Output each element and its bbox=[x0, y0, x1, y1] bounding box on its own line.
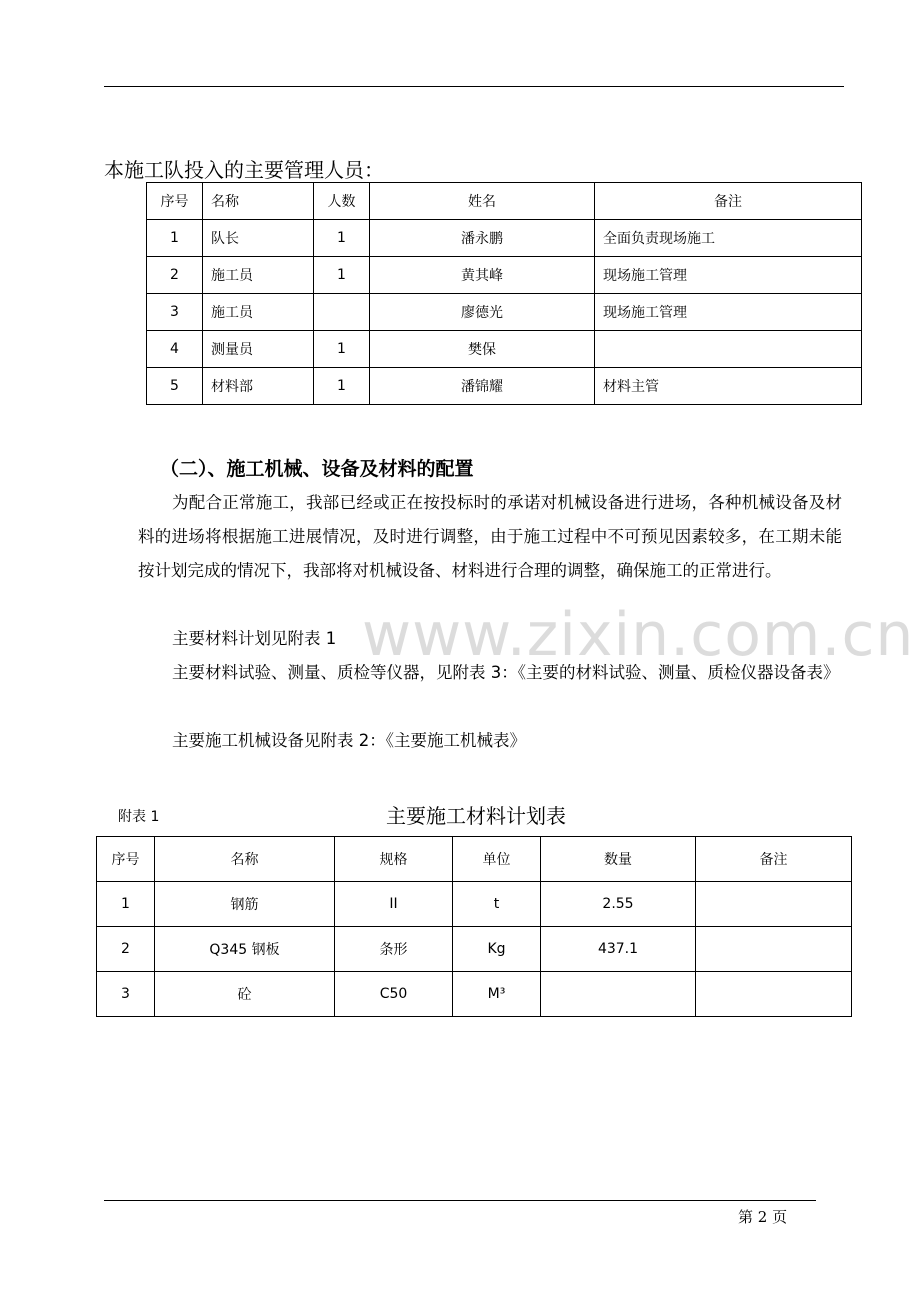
table-cell: 2.55 bbox=[541, 882, 696, 927]
table-cell: 3 bbox=[97, 972, 155, 1017]
table-cell: 施工员 bbox=[203, 257, 314, 294]
table-cell: 现场施工管理 bbox=[595, 294, 862, 331]
machinery-line: 主要施工机械设备见附表 2：《主要施工机械表》 bbox=[172, 731, 526, 750]
table-cell: C50 bbox=[335, 972, 453, 1017]
table-row bbox=[147, 220, 862, 257]
staff-table bbox=[146, 182, 862, 405]
header-cell: 备注 bbox=[696, 837, 852, 882]
table-cell: 材料主管 bbox=[595, 368, 862, 405]
table-cell: 樊保 bbox=[370, 331, 595, 368]
table-cell: 1 bbox=[314, 368, 370, 405]
table-cell: 2 bbox=[97, 927, 155, 972]
section2-heading: （二）、施工机械、设备及材料的配置 bbox=[160, 458, 474, 480]
table-cell: t bbox=[453, 882, 541, 927]
page-number: 第 2 页 bbox=[738, 1208, 788, 1226]
section2-paragraph: 为配合正常施工，我部已经或正在按投标时的承诺对机械设备进行进场，各种机械设备及材料的进场将根据施工进展情况，及时进行调整，由于施工过程中不可预见因素较多，在工期未能按计划完成的情况下，我部将对机械设备、材料进行合理的调整，确保施工的正常进行。 bbox=[138, 493, 842, 580]
table-cell: 1 bbox=[314, 257, 370, 294]
table-row bbox=[147, 294, 862, 331]
table-cell bbox=[696, 972, 852, 1017]
staff-section-title: 本施工队投入的主要管理人员： bbox=[104, 158, 384, 182]
header-rule bbox=[104, 86, 844, 87]
table-cell: 队长 bbox=[203, 220, 314, 257]
header-cell: 数量 bbox=[541, 837, 696, 882]
header-cell: 姓名 bbox=[370, 183, 595, 220]
footer-rule bbox=[104, 1200, 816, 1201]
table-cell bbox=[696, 882, 852, 927]
appendix-label: 附表 1 bbox=[118, 809, 160, 825]
table-row bbox=[147, 331, 862, 368]
table-cell: 测量员 bbox=[203, 331, 314, 368]
table-cell: 条形 bbox=[335, 927, 453, 972]
table-header-row bbox=[147, 183, 862, 220]
table-cell: 1 bbox=[97, 882, 155, 927]
header-cell: 单位 bbox=[453, 837, 541, 882]
material-table bbox=[96, 836, 852, 1017]
table-cell: 钢筋 bbox=[155, 882, 335, 927]
table-cell: 437.1 bbox=[541, 927, 696, 972]
table-row bbox=[97, 927, 852, 972]
table-cell: 1 bbox=[314, 331, 370, 368]
table-row bbox=[97, 972, 852, 1017]
table-cell: 2 bbox=[147, 257, 203, 294]
table-cell: 3 bbox=[147, 294, 203, 331]
watermark: www.zixin.com.cn bbox=[362, 600, 915, 670]
table-cell: 潘永鹏 bbox=[370, 220, 595, 257]
header-cell: 备注 bbox=[595, 183, 862, 220]
table-cell: 全面负责现场施工 bbox=[595, 220, 862, 257]
header-cell: 名称 bbox=[203, 183, 314, 220]
instrument-line: 主要材料试验、测量、质检等仪器，见附表 3：《主要的材料试验、测量、质检仪器设备表》 bbox=[172, 663, 840, 682]
table-row bbox=[147, 368, 862, 405]
table-cell: 黄其峰 bbox=[370, 257, 595, 294]
table-row bbox=[97, 882, 852, 927]
table-cell: 施工员 bbox=[203, 294, 314, 331]
header-cell: 序号 bbox=[97, 837, 155, 882]
table-cell bbox=[314, 294, 370, 331]
table-cell: II bbox=[335, 882, 453, 927]
table-header-row bbox=[97, 837, 852, 882]
table-row bbox=[147, 257, 862, 294]
header-cell: 名称 bbox=[155, 837, 335, 882]
header-cell: 规格 bbox=[335, 837, 453, 882]
material-table-title: 主要施工材料计划表 bbox=[386, 804, 566, 828]
table-cell: 潘锦耀 bbox=[370, 368, 595, 405]
table-cell: 1 bbox=[147, 220, 203, 257]
table-cell bbox=[595, 331, 862, 368]
header-cell: 人数 bbox=[314, 183, 370, 220]
table-cell: 1 bbox=[314, 220, 370, 257]
table-cell: M³ bbox=[453, 972, 541, 1017]
table-cell: 4 bbox=[147, 331, 203, 368]
table-cell: 材料部 bbox=[203, 368, 314, 405]
table-cell: 5 bbox=[147, 368, 203, 405]
table-cell bbox=[541, 972, 696, 1017]
table-cell: 砼 bbox=[155, 972, 335, 1017]
table-cell: Kg bbox=[453, 927, 541, 972]
table-cell: Q345 钢板 bbox=[155, 927, 335, 972]
table-cell: 廖德光 bbox=[370, 294, 595, 331]
material-plan-line: 主要材料计划见附表 1 bbox=[172, 629, 337, 648]
table-cell bbox=[696, 927, 852, 972]
table-cell: 现场施工管理 bbox=[595, 257, 862, 294]
header-cell: 序号 bbox=[147, 183, 203, 220]
